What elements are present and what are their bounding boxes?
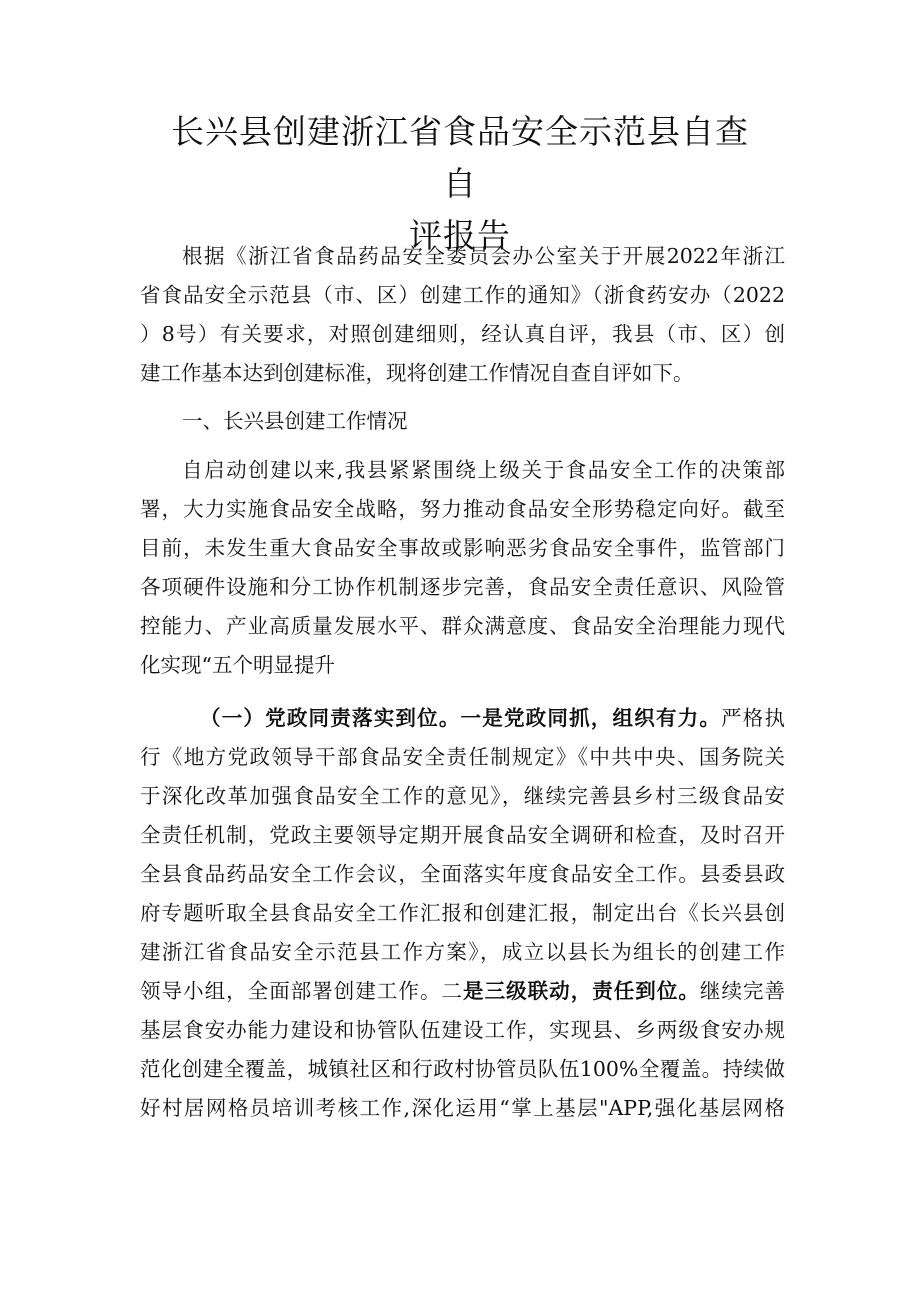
body-line: 目前，未发生重大食品安全事故或影响恶劣食品安全事件，监管部门 xyxy=(140,536,785,560)
body-line: 范化创建全覆盖，城镇社区和行政村协管员队伍100%全覆盖。持续做 xyxy=(140,1057,785,1081)
body-line: 行《地方党政领导干部食品安全责任制规定》《中共中央、国务院关 xyxy=(140,745,785,769)
body-line: 府专题听取全县食品安全工作汇报和创建汇报，制定出台《长兴县创 xyxy=(140,901,785,925)
body-line: 于深化改革加强食品安全工作的意见》，继续完善县乡村三级食品安 xyxy=(140,784,785,808)
body-line: 基层食安办能力建设和协管队伍建设工作，实现县、乡两级食安办规 xyxy=(140,1018,785,1042)
body-line: 全责任机制，党政主要领导定期开展食品安全调研和检查，及时召开 xyxy=(140,823,785,847)
subsection-heading: （一）党政同责落实到位。一是党政同抓，组织有力。 xyxy=(200,706,722,730)
body-line: 好村居网格员培训考核工作,深化运用“掌上基层"APP,强化基层网格 xyxy=(140,1096,785,1120)
body-line: 署，大力实施食品安全战略，努力推动食品安全形势稳定向好。截至 xyxy=(140,497,785,521)
intro-line: 根据《浙江省食品药品安全委员会办公室关于开展2022年浙江 xyxy=(182,244,785,268)
body-line: 自启动创建以来,我县紧紧围绕上级关于食品安全工作的决策部 xyxy=(182,458,785,482)
body-line: 控能力、产业高质量发展水平、群众满意度、食品安全治理能力现代 xyxy=(140,614,785,638)
subsection-first-line xyxy=(200,700,785,736)
body-text: 继续完善 xyxy=(699,979,786,1003)
body-line: 各项硬件设施和分工协作机制逐步完善，食品安全责任意识、风险管 xyxy=(140,575,785,599)
body-line-mixed xyxy=(140,973,785,1009)
intro-line: 建工作基本达到创建标准，现将创建工作情况自查自评如下。 xyxy=(140,361,694,385)
section-heading: 一、长兴县创建工作情况 xyxy=(182,409,408,433)
body-line: 全县食品药品安全工作会议，全面落实年度食品安全工作。县委县政 xyxy=(140,862,785,886)
title-line-1: 长兴县创建浙江省食品安全示范县自查自 xyxy=(171,112,749,203)
body-line: 化实现“五个明显提升 xyxy=(140,653,335,677)
emphasis-text: 是三级联动，责任到位。 xyxy=(463,979,700,1003)
intro-line: ）8号）有关要求，对照创建细则，经认真自评，我县（市、区）创 xyxy=(140,322,785,346)
title-line-2: 评报告 xyxy=(409,216,511,255)
body-text: 领导小组，全面部署创建工作。二 xyxy=(140,979,464,1003)
intro-line: 省食品安全示范县（市、区）创建工作的通知》（浙食药安办（2022 xyxy=(140,283,785,307)
subsection-text: 严格执 xyxy=(721,706,786,730)
body-line: 建浙江省食品安全示范县工作方案》，成立以县长为组长的创建工作 xyxy=(140,940,785,964)
